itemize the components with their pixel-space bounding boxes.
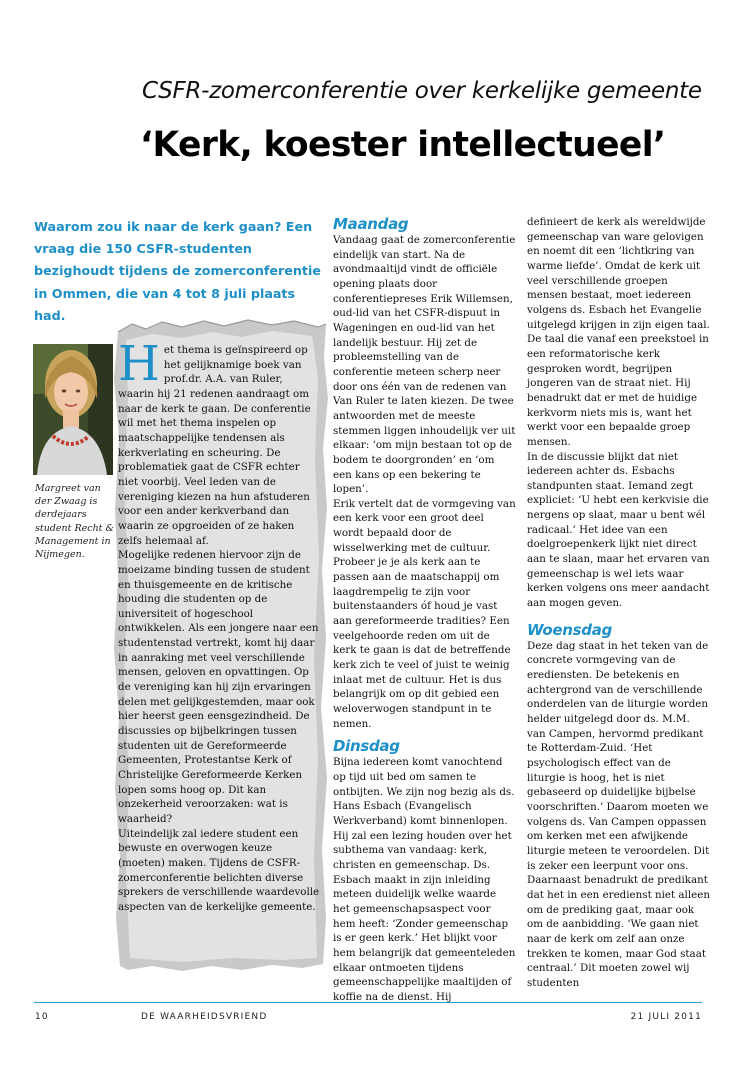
portrait-photo	[33, 344, 113, 475]
article-headline: ‘Kerk, koester intellectueel’	[140, 125, 666, 165]
portrait-icon	[33, 344, 113, 475]
text-column-3	[527, 215, 710, 990]
footer-rule	[34, 1002, 702, 1003]
intro-text-block	[118, 336, 321, 915]
paragraph: Erik vertelt dat de vormgeving van een kerk voor een groot deel wordt bepaald door de wisselwerking met de cultuur. Probeer je je als kerk aan te passen aan de maatschappij om laagdrempelig te zijn voor buitenstaanders óf houd je vast aan gereformeerde tradities? Een veelgehoorde reden om uit de kerk te gaan is dat de betreffende kerk zich te veel of juist te weinig inlaat met de cultuur. Het is dus belangrijk om op dit gebied een weloverwogen standpunt in te nemen.	[333, 497, 516, 730]
section-heading-woensdag: Woensdag	[527, 620, 613, 639]
lead-paragraph: Waarom zou ik naar de kerk gaan? Een vraag die 150 CSFR-studenten bezighoudt tijdens de zomerconferentie in Ommen, die van 4 tot 8 juli plaats had.	[34, 219, 321, 323]
article-kicker: CSFR-zomerconferentie over kerkelijke gemeente	[142, 78, 702, 104]
publication-name: DE WAARHEIDSVRIEND	[141, 1012, 268, 1022]
paragraph: In de discussie blijkt dat niet iedereen achter ds. Esbachs standpunten staat. Iemand zegt expliciet: ‘U hebt een kerkvisie die nergens op slaat, maar u bent wél radicaal.’ Het idee van een doelgroepenkerk lijkt niet direct aan te slaan, maar het ervaren van gemeenschap is wel iets waar kerken volgens ons meer aandacht aan mogen geven.	[527, 450, 710, 610]
text-column-2	[333, 215, 516, 1004]
intro-paragraph-3: Uiteindelijk zal iedere student een bewuste en overwogen keuze (moeten) maken. Tijdens de CSFR-zomerconferentie belichten diverse sprekers de verschillende waardevolle aspecten van de kerkelijke gemeente.	[118, 827, 320, 913]
intro-paragraph-2: Mogelijke redenen hiervoor zijn de moeizame binding tussen de student en thuisgemeente en de kritische houding die studenten op de universiteit of hogeschool ontwikkelen. Als een jongere naar een studentenstad vertrekt, komt hij daar in aanraking met veel verschillende mensen, geloven en opvattingen. Op de vereniging kan hij zijn ervaringen delen met gelijkgestemden, maar ook hier heerst geen eensgezindheid. De discussies op bijbelkringen tussen studenten uit de Gereformeerde Gemeenten, Protestantse Kerk of Christelijke Gereformeerde Kerken lopen soms hoog op. Dit kan onzekerheid veroorzaken: wat is waarheid?	[118, 549, 319, 825]
publication-date: 21 JULI 2011	[630, 1012, 702, 1022]
section-heading-dinsdag: Dinsdag	[333, 737, 400, 756]
section-heading-maandag: Maandag	[333, 215, 409, 233]
paragraph: Bijna iedereen komt vanochtend op tijd uit bed om samen te ontbijten. We zijn nog bezig als ds. Hans Esbach (Evangelisch Werkverband) komt binnenlopen. Hij zal een lezing houden over het subthema van vandaag: kerk, christen en gemeenschap. Ds. Esbach maakt in zijn inleiding meteen duidelijk welke waarde het gemeenschapsaspect voor hem heeft: ‘Zonder gemeenschap is er geen kerk.’ Het blijkt voor hem belangrijk dat gemeenteleden elkaar ontmoeten tijdens gemeenschappelijke maaltijden of koffie na de dienst. Hij	[333, 756, 516, 1003]
intro-paragraph-1: et thema is geïnspireerd op het gelijknamige boek van prof.dr. A.A. van Ruler, waarin hij 21 redenen aandraagt om naar de kerk te gaan. De conferentie wil met het thema inspelen op maatschappelijke tendensen als kerkverlating en scheuring. De problematiek gaat de CSFR echter niet voorbij. Veel leden van de vereniging kiezen na hun afstuderen voor een ander kerkverband dan waarin ze opgroeiden of ze haken zelfs helemaal af.	[118, 344, 311, 547]
paragraph: Deze dag staat in het teken van de concrete vormgeving van de erediensten. De betekenis en achtergrond van de verschillende onderdelen van de liturgie worden helder uitgelegd door ds. M.M. van Campen, hervormd predikant te Rotterdam-Zuid. ‘Het psychologisch effect van de liturgie is hoog, het is niet gebaseerd op duidelijke bijbelse voorschriften.’ Daarom moeten we volgens ds. Van Campen oppassen om kerken met een afwijkende liturgie meteen te veroordelen. Dit is zeker een leerpunt voor ons. Daarnaast benadrukt de predikant dat het in een eredienst niet alleen om de prediking gaat, maar ook om de aanbidding. ‘We gaan niet naar de kerk om zelf aan onze trekken te komen, maar God staat centraal.’ Dit moeten zowel wij studenten	[527, 639, 710, 989]
page-number: 10	[35, 1012, 49, 1022]
photo-caption: Margreet van der Zwaag is derdejaars student Recht & Management in Nijmegen.	[35, 483, 114, 561]
paragraph: Vandaag gaat de zomerconferentie eindelijk van start. Na de avondmaaltijd vindt de officiële opening plaats door conferentiepreses Erik Willemsen, oud-lid van het CSFR-dispuut in Wageningen en oud-lid van het landelijk bestuur. Hij zet de probleemstelling van de conferentie meteen scherp neer door ons één van de redenen van Van Ruler te laten kiezen. De twee antwoorden met de meeste stemmen liggen inhoudelijk ver uit elkaar: ‘om mijn bestaan tot op de bodem te doorgronden’ en ‘om een kans op een bekering te lopen’.	[333, 234, 516, 496]
paragraph: definieert de kerk als wereldwijde gemeenschap van ware gelovigen en noemt dit een ‘lichtkring van warme liefde’. Omdat de kerk uit veel verschillende groepen mensen bestaat, moet iedereen volgens ds. Esbach het Evangelie uitgelegd krijgen in zijn eigen taal. De taal die vanaf een preekstoel in een reformatorische kerk gesproken wordt, begrijpen jongeren van de straat niet. Hij benadrukt dat er met de huidige kerkvorm niets mis is, want het werkt voor een bepaalde groep mensen.	[527, 216, 710, 448]
drop-cap: H	[118, 336, 160, 392]
